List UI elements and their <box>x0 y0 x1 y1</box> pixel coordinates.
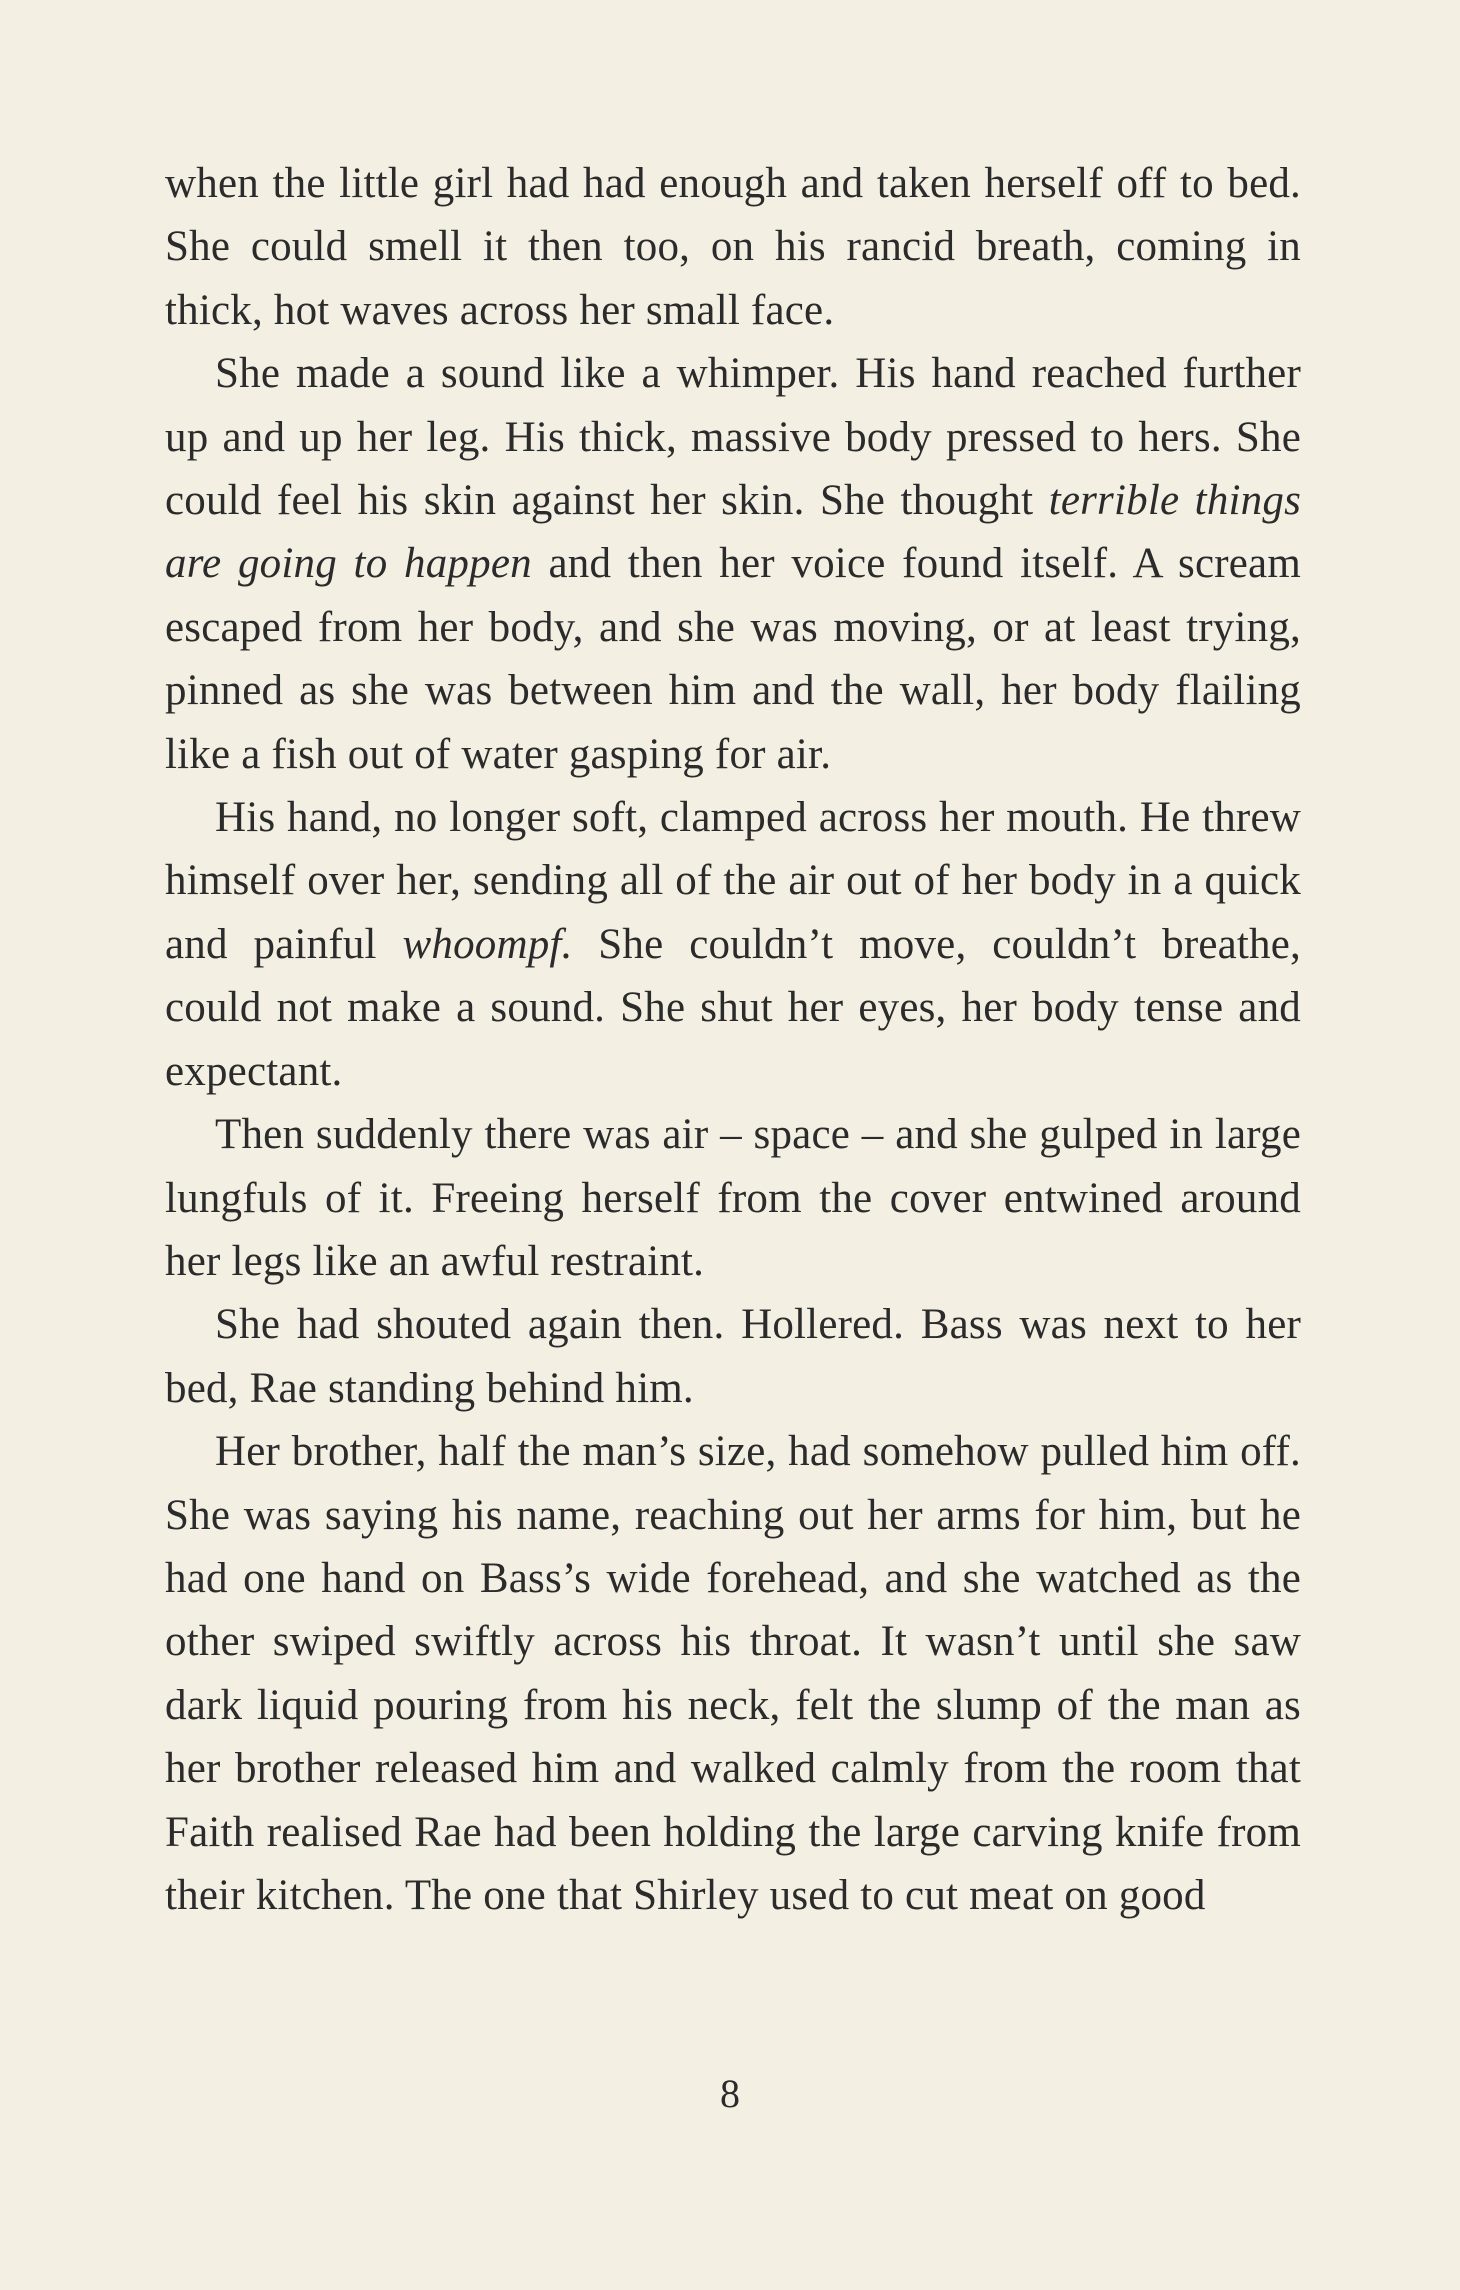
paragraph-3-text-end: She couldn’t move, couldn’t breathe, could not make a sound. She shut her eyes, her body tense and expectant. <box>165 920 1301 1095</box>
paragraph-3-text-start: His hand, no longer soft, clamped across her mouth. He threw himself over her, sending all of the air out of her body in a quick and painful <box>165 794 1301 968</box>
paragraph-1 <box>165 152 1301 342</box>
paragraph-2-text-start: She made a sound like a whimper. His hand reached further up and up her leg. His thick, massive body pressed to hers. She could feel his skin against her skin. She thought <box>165 350 1301 525</box>
paragraph-6-text: Her brother, half the man’s size, had somehow pulled him off. She was saying his name, reaching out her arms for him, but he had one hand on Bass’s wide forehead, and she watched as the other swiped swiftly across his throat. It wasn’t until she saw dark liquid pouring from his neck, felt the slump of the man as her brother released him and walked calmly from the room that Faith realised Rae had been holding the large carving knife from their kitchen. The one that Shirley used to cut meat on good <box>165 1428 1301 1919</box>
paragraph-3 <box>165 786 1301 1103</box>
paragraph-5-text: She had shouted again then. Hollered. Bass was next to her bed, Rae standing behind him. <box>165 1301 1301 1412</box>
paragraph-4-text: Then suddenly there was air – space – and she gulped in large lungfuls of it. Freeing herself from the cover entwined around her legs like an awful restraint. <box>165 1111 1301 1285</box>
paragraph-2-italic-thought: terrible things are going to happen <box>165 477 1301 588</box>
paragraph-5 <box>165 1293 1301 1420</box>
paragraph-3-italic-sound: whoompf. <box>402 920 573 968</box>
paragraph-6 <box>165 1420 1301 1927</box>
paragraph-4 <box>165 1103 1301 1293</box>
page-number: 8 <box>720 2071 740 2116</box>
paragraph-2 <box>165 342 1301 786</box>
paragraph-2-text-end: and then her voice found itself. A scream escaped from her body, and she was moving, or at least trying, pinned as she was between him and the wall, her body flailing like a fish out of water gasping for air. <box>165 540 1301 778</box>
body-text <box>165 152 1301 1927</box>
paragraph-1-text: when the little girl had had enough and taken herself off to bed. She could smell it then too, on his rancid breath, coming in thick, hot waves across her small face. <box>165 160 1301 334</box>
